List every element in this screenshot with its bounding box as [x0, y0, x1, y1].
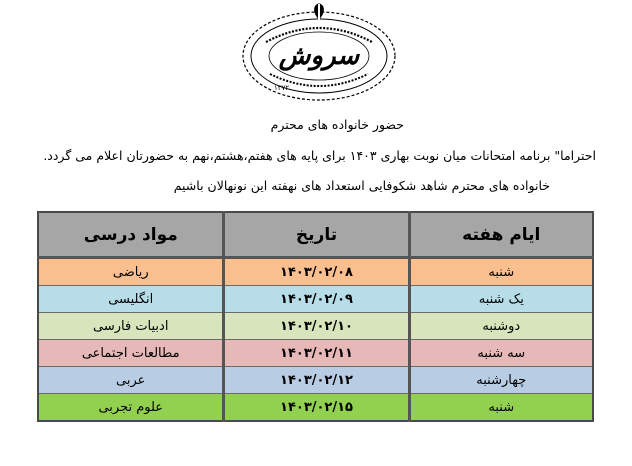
- cell-day: یک شنبه: [409, 286, 593, 313]
- cell-date: ۱۴۰۳/۰۲/۱۵: [224, 394, 409, 422]
- intro-greeting: حضور خانواده های محترم: [270, 117, 404, 132]
- cell-subject: مطالعات اجتماعی: [38, 340, 224, 367]
- cell-day: شنبه: [409, 258, 593, 286]
- table-row: [38, 313, 593, 340]
- table-row: [38, 340, 593, 367]
- cell-date: ۱۴۰۳/۰۲/۰۸: [224, 258, 409, 286]
- cell-day: چهارشنبه: [409, 367, 593, 394]
- logo-est-year: ۱۳۷۲: [274, 84, 290, 92]
- cell-day: شنبه: [409, 394, 593, 422]
- table-row: [38, 367, 593, 394]
- header-day: ایام هفته: [409, 212, 593, 258]
- table-row: [38, 258, 593, 286]
- cell-subject: ریاضی: [38, 258, 224, 286]
- emblem-icon: [314, 4, 324, 21]
- header-date: تاریخ: [224, 212, 409, 258]
- table-row: [38, 286, 593, 313]
- header-subject: مواد درسی: [38, 212, 224, 258]
- cell-subject: علوم تجربی: [38, 394, 224, 422]
- cell-subject: عربی: [38, 367, 224, 394]
- table-row: [38, 394, 593, 422]
- exam-schedule-table: [37, 211, 594, 422]
- cell-date: ۱۴۰۳/۰۲/۱۰: [224, 313, 409, 340]
- cell-date: ۱۴۰۳/۰۲/۰۹: [224, 286, 409, 313]
- cell-day: دوشنبه: [409, 313, 593, 340]
- table-header-row: [38, 212, 593, 258]
- cell-subject: انگلیسی: [38, 286, 224, 313]
- school-logo: [236, 2, 402, 106]
- intro-closing: خانواده های محترم شاهد شکوفایی استعداد های نهفته این نونهالان باشیم: [173, 178, 550, 193]
- cell-date: ۱۴۰۳/۰۲/۱۲: [224, 367, 409, 394]
- cell-subject: ادبیات فارسی: [38, 313, 224, 340]
- school-seal-emblem: [236, 2, 402, 106]
- cell-date: ۱۴۰۳/۰۲/۱۱: [224, 340, 409, 367]
- intro-message: احتراما" برنامه امتحانات میان نوبت بهاری ۱۴۰۳ برای پایه های هفتم،هشتم،نهم به حضورتان اعلام می گردد.: [43, 148, 596, 163]
- logo-brand-text: سروش: [278, 41, 360, 71]
- cell-day: سه شنبه: [409, 340, 593, 367]
